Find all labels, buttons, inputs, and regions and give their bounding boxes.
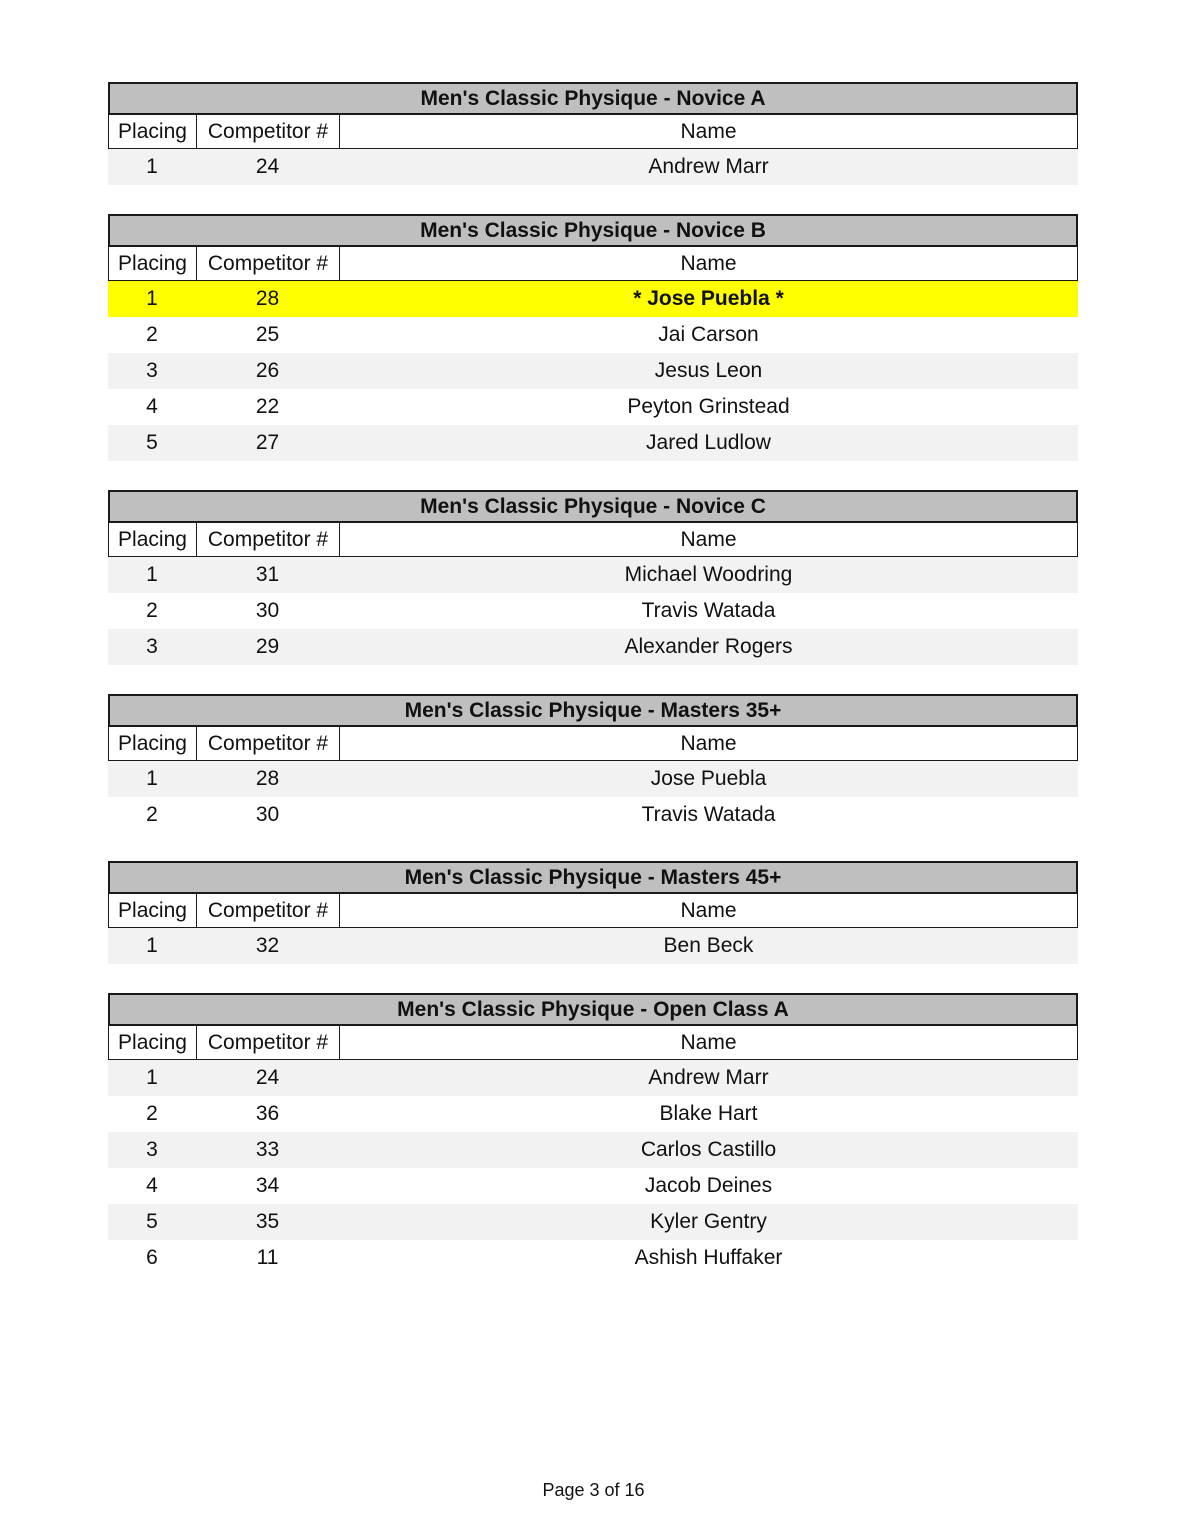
- table-row: [108, 797, 1078, 833]
- table-row: [108, 1060, 1078, 1096]
- cell-name: Travis Watada: [641, 599, 776, 622]
- cell-name: Jared Ludlow: [646, 431, 771, 454]
- header-name: Name: [680, 527, 737, 551]
- cell-competitor: 32: [255, 934, 280, 957]
- header-competitor: Competitor #: [197, 115, 340, 148]
- table-row: [108, 425, 1078, 461]
- cell-placing: 1: [146, 1066, 158, 1089]
- cell-competitor: 29: [255, 635, 280, 658]
- results-table-open-class-a: [108, 993, 1078, 1276]
- cell-name: Jai Carson: [658, 323, 759, 346]
- table-row: [108, 928, 1078, 964]
- table-title: Men's Classic Physique - Masters 45+: [108, 861, 1078, 894]
- cell-competitor: 30: [255, 803, 280, 826]
- header-name: Name: [680, 119, 737, 143]
- cell-competitor: 24: [255, 1066, 280, 1089]
- table-header: [108, 523, 1078, 557]
- cell-name: Jose Puebla: [650, 767, 767, 790]
- table-row-highlighted: [108, 281, 1078, 317]
- table-row: [108, 1096, 1078, 1132]
- header-placing: Placing: [109, 247, 197, 280]
- table-title: Men's Classic Physique - Novice A: [108, 82, 1078, 115]
- table-row: [108, 557, 1078, 593]
- table-header: [108, 894, 1078, 928]
- table-row: [108, 1204, 1078, 1240]
- cell-placing: 1: [146, 287, 158, 310]
- cell-placing: 3: [146, 359, 158, 382]
- cell-name: Alexander Rogers: [624, 635, 793, 658]
- header-placing: Placing: [109, 523, 197, 556]
- cell-placing: 2: [146, 1102, 158, 1125]
- table-row: [108, 629, 1078, 665]
- header-competitor: Competitor #: [197, 247, 340, 280]
- table-row: [108, 1132, 1078, 1168]
- header-competitor: Competitor #: [197, 894, 340, 927]
- cell-competitor: 34: [255, 1174, 280, 1197]
- cell-competitor: 24: [255, 155, 280, 178]
- cell-name: Blake Hart: [659, 1102, 758, 1125]
- results-table-novice-c: [108, 490, 1078, 665]
- cell-name: Michael Woodring: [624, 563, 793, 586]
- table-row: [108, 1168, 1078, 1204]
- cell-competitor: 31: [255, 563, 280, 586]
- cell-placing: 6: [146, 1246, 158, 1269]
- cell-name: Kyler Gentry: [650, 1210, 767, 1233]
- table-header: [108, 727, 1078, 761]
- cell-placing: 5: [146, 431, 158, 454]
- header-placing: Placing: [109, 894, 197, 927]
- header-name: Name: [680, 1030, 737, 1054]
- cell-name: Travis Watada: [641, 803, 776, 826]
- header-placing: Placing: [109, 1026, 197, 1059]
- results-table-novice-b: [108, 214, 1078, 461]
- cell-competitor: 28: [255, 767, 280, 790]
- cell-placing: 4: [146, 1174, 158, 1197]
- cell-name: Andrew Marr: [648, 1066, 769, 1089]
- cell-competitor: 33: [255, 1138, 280, 1161]
- header-placing: Placing: [109, 727, 197, 760]
- table-title: Men's Classic Physique - Open Class A: [108, 993, 1078, 1026]
- cell-competitor: 27: [255, 431, 280, 454]
- cell-placing: 1: [146, 767, 158, 790]
- cell-name: Ashish Huffaker: [634, 1246, 783, 1269]
- cell-competitor: 11: [256, 1246, 279, 1269]
- cell-competitor: 28: [255, 287, 280, 310]
- cell-competitor: 35: [255, 1210, 280, 1233]
- cell-name: Carlos Castillo: [640, 1138, 777, 1161]
- cell-placing: 5: [146, 1210, 158, 1233]
- table-header: [108, 247, 1078, 281]
- header-competitor: Competitor #: [197, 523, 340, 556]
- cell-placing: 2: [146, 599, 158, 622]
- cell-name: * Jose Puebla *: [633, 287, 784, 310]
- table-title: Men's Classic Physique - Novice B: [108, 214, 1078, 247]
- header-placing: Placing: [109, 115, 197, 148]
- table-row: [108, 761, 1078, 797]
- cell-placing: 2: [146, 803, 158, 826]
- cell-name: Ben Beck: [663, 934, 754, 957]
- cell-name: Jesus Leon: [654, 359, 763, 382]
- cell-competitor: 36: [255, 1102, 280, 1125]
- table-row: [108, 593, 1078, 629]
- results-table-novice-a: [108, 82, 1078, 185]
- cell-name: Andrew Marr: [648, 155, 769, 178]
- cell-placing: 1: [146, 934, 158, 957]
- cell-placing: 1: [146, 155, 158, 178]
- results-table-masters-45: [108, 861, 1078, 964]
- table-title: Men's Classic Physique - Novice C: [108, 490, 1078, 523]
- header-name: Name: [680, 731, 737, 755]
- table-row: [108, 317, 1078, 353]
- table-row: [108, 149, 1078, 185]
- header-name: Name: [680, 251, 737, 275]
- table-title: Men's Classic Physique - Masters 35+: [108, 694, 1078, 727]
- cell-name: Peyton Grinstead: [627, 395, 790, 418]
- table-header: [108, 115, 1078, 149]
- cell-competitor: 22: [255, 395, 280, 418]
- table-row: [108, 389, 1078, 425]
- table-row: [108, 1240, 1078, 1276]
- results-table-masters-35: [108, 694, 1078, 833]
- cell-placing: 3: [146, 1138, 158, 1161]
- cell-competitor: 26: [255, 359, 280, 382]
- cell-competitor: 25: [255, 323, 280, 346]
- header-competitor: Competitor #: [197, 727, 340, 760]
- cell-placing: 1: [146, 563, 158, 586]
- cell-placing: 3: [146, 635, 158, 658]
- header-competitor: Competitor #: [197, 1026, 340, 1059]
- cell-name: Jacob Deines: [644, 1174, 773, 1197]
- page-number: Page 3 of 16: [542, 1480, 645, 1500]
- cell-placing: 4: [146, 395, 158, 418]
- table-header: [108, 1026, 1078, 1060]
- cell-competitor: 30: [255, 599, 280, 622]
- header-name: Name: [680, 898, 737, 922]
- cell-placing: 2: [146, 323, 158, 346]
- table-row: [108, 353, 1078, 389]
